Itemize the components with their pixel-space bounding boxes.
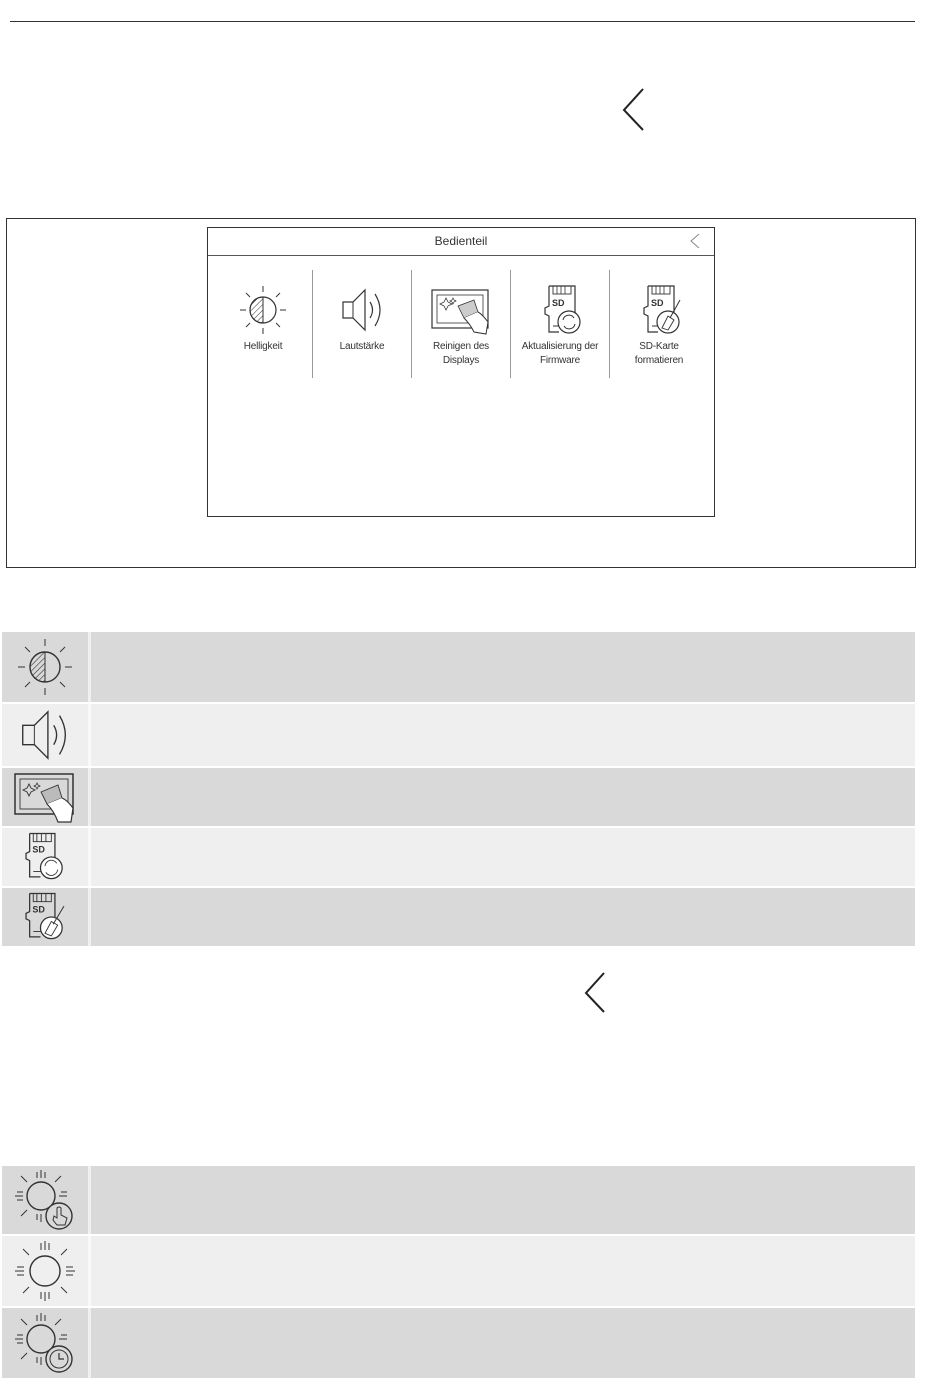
icon-cell [2, 1308, 88, 1378]
icon-cell [2, 888, 88, 946]
table-row [2, 1308, 915, 1378]
menu-item-firmware-update[interactable] [511, 272, 609, 368]
svg-text:SD: SD [552, 298, 565, 308]
speaker-icon [331, 284, 393, 336]
table-row [2, 632, 915, 702]
display-cleaning-icon [13, 770, 77, 824]
sd-card-update-icon [17, 830, 73, 884]
screen-title: Bedienteil [434, 234, 488, 248]
icon-cell [2, 632, 88, 702]
speaker-icon [15, 707, 75, 763]
menu-item-volume[interactable] [313, 272, 411, 354]
icon-cell [2, 828, 88, 886]
icon-cell [2, 1166, 88, 1234]
cell-separator [88, 768, 91, 826]
header-rule [10, 21, 915, 22]
sun-touch-icon [13, 1168, 77, 1232]
table-row [2, 888, 915, 946]
display-cleaning-icon [430, 284, 492, 336]
sun-timer-icon [13, 1311, 77, 1375]
table-row [2, 1236, 915, 1306]
table-row [2, 704, 915, 766]
cell-separator [88, 1236, 91, 1306]
menu-item-sd-format[interactable] [610, 272, 708, 368]
cell-separator [88, 704, 91, 766]
icon-cell [2, 768, 88, 826]
sd-card-update-icon [529, 284, 591, 336]
cell-separator [88, 1166, 91, 1234]
cell-separator [88, 1308, 91, 1378]
chevron-left-icon [578, 970, 618, 1020]
icon-cell [2, 1236, 88, 1306]
menu-item-brightness[interactable] [214, 272, 312, 354]
menu-label: SD-Karte formatieren [634, 341, 684, 366]
icon-cell [2, 704, 88, 766]
table-row [2, 768, 915, 826]
table-row [2, 828, 915, 886]
menu-label: Helligkeit [243, 341, 283, 352]
brightness-icon [232, 284, 294, 336]
menu-label: Reinigen des Displays [433, 341, 489, 366]
sd-card-format-icon [17, 890, 73, 944]
svg-text:SD: SD [651, 298, 664, 308]
menu-label: Lautstärke [339, 341, 385, 352]
table-row [2, 1166, 915, 1234]
svg-text:SD: SD [32, 904, 45, 915]
chevron-left-icon [615, 86, 655, 136]
menu-item-clean-display[interactable] [412, 272, 510, 368]
cell-separator [88, 828, 91, 886]
sun-icon [14, 1238, 76, 1304]
brightness-icon [14, 637, 76, 697]
back-chevron-icon[interactable] [688, 232, 702, 250]
cell-separator [88, 632, 91, 702]
title-divider [208, 255, 714, 256]
sd-card-format-icon [628, 284, 690, 336]
menu-label: Aktualisierung der Firmware [521, 341, 599, 366]
svg-text:SD: SD [32, 844, 45, 855]
cell-separator [88, 888, 91, 946]
device-screen [207, 227, 715, 517]
